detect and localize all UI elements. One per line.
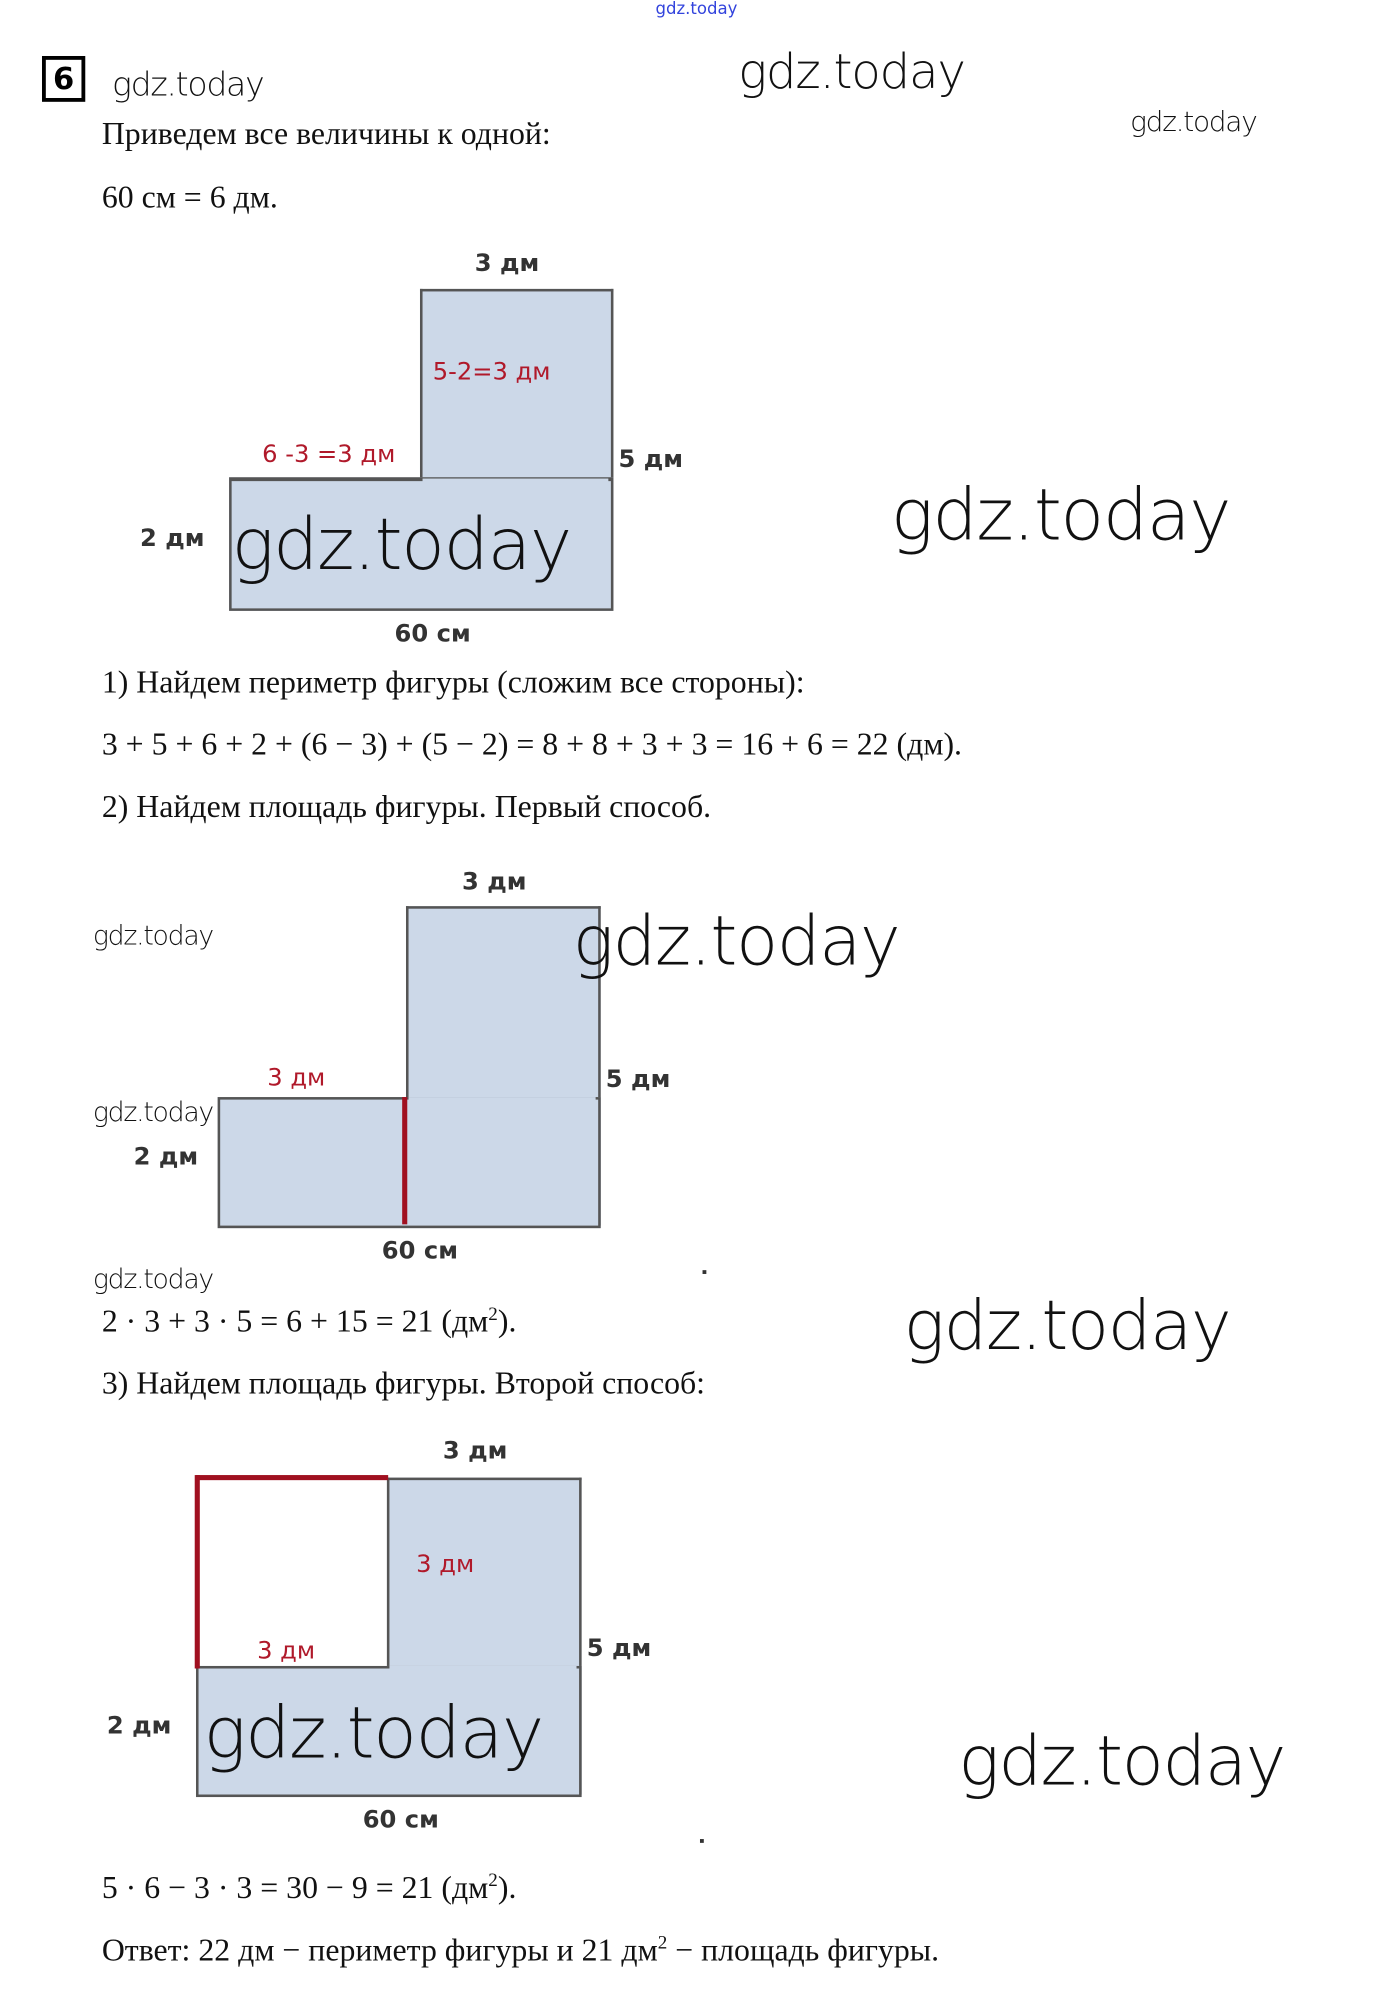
figure-3-inner-horizontal-label: 3 дм xyxy=(257,1636,316,1665)
answer-text: Ответ: 22 дм − периметр фигуры и 21 $дм^2$ − площадь фигуры. xyxy=(101,1933,940,1969)
watermark: gdz.today xyxy=(958,1720,1286,1801)
figure-1-bottom-label: 60 см xyxy=(394,619,471,648)
figure-3-top-label: 3 дм xyxy=(442,1436,508,1465)
figure-2-top-label: 3 дм xyxy=(461,867,527,896)
figure-2-divider-line xyxy=(402,1097,407,1224)
step3-text: 3) Найдем площадь фигуры. Второй способ: xyxy=(101,1366,706,1402)
figure-3-right-label: 5 дм xyxy=(586,1634,652,1663)
figure-1-top-label: 3 дм xyxy=(474,249,540,278)
conversion-text: 60 см = 6 дм. xyxy=(101,180,278,216)
watermark: gdz.today xyxy=(92,1097,213,1128)
perimeter-equation: 3 + 5 + 6 + 2 + (6 − 3) + (5 − 2) = 8 + 8 + 3 + 3 = 16 + 6 = 22 (дм). xyxy=(101,727,963,763)
area2-equation: 5 · 6 − 3 · 3 = 30 − 9 = 21 $(дм^2)$. xyxy=(101,1870,517,1906)
area1-equation: 2 · 3 + 3 · 5 = 6 + 15 = 21 $(дм^2)$. xyxy=(101,1304,517,1340)
figure-2-step-label: 3 дм xyxy=(267,1063,326,1092)
dot xyxy=(700,1839,704,1843)
figure-1-inner-vertical-label: 5-2=3 дм xyxy=(432,357,551,386)
figure-2-lower-rect xyxy=(218,1097,601,1228)
watermark: gdz.today xyxy=(738,43,965,100)
step1-text: 1) Найдем периметр фигуры (сложим все стороны): xyxy=(101,665,805,700)
figure-1-right-label: 5 дм xyxy=(618,445,684,474)
task-number: 6 xyxy=(42,56,85,102)
figure-2-bottom-label: 60 см xyxy=(381,1237,458,1266)
header-watermark-link[interactable]: gdz.today xyxy=(655,0,738,20)
watermark: gdz.today xyxy=(903,1285,1231,1366)
figure-1-left-label: 2 дм xyxy=(139,524,205,553)
watermark: gdz.today xyxy=(572,901,900,982)
watermark: gdz.today xyxy=(231,503,571,587)
figure-3-red-left-line xyxy=(195,1475,200,1668)
intro-text: Приведем все величины к одной: xyxy=(101,117,551,152)
watermark: gdz.today xyxy=(92,1263,213,1295)
watermark: gdz.today xyxy=(1130,106,1257,139)
figure-2-left-label: 2 дм xyxy=(133,1142,199,1171)
figure-2-joint xyxy=(409,1097,596,1102)
figure-2-right-label: 5 дм xyxy=(605,1065,671,1094)
step2-text: 2) Найдем площадь фигуры. Первый способ. xyxy=(101,790,712,825)
watermark: gdz.today xyxy=(890,474,1231,558)
figure-3-inner-vertical-label: 3 дм xyxy=(416,1550,475,1579)
figure-3-bottom-label: 60 см xyxy=(362,1805,439,1834)
figure-1-inner-horizontal-label: 6 -3 =3 дм xyxy=(262,440,396,469)
figure-3-red-top-line xyxy=(196,1475,388,1480)
watermark: gdz.today xyxy=(92,920,213,951)
dot xyxy=(703,1270,707,1274)
figure-3-left-label: 2 дм xyxy=(106,1711,172,1740)
figure-3-joint xyxy=(389,1666,576,1671)
watermark: gdz.today xyxy=(203,1692,543,1776)
watermark: gdz.today xyxy=(111,66,264,105)
figure-1-joint xyxy=(423,479,609,484)
